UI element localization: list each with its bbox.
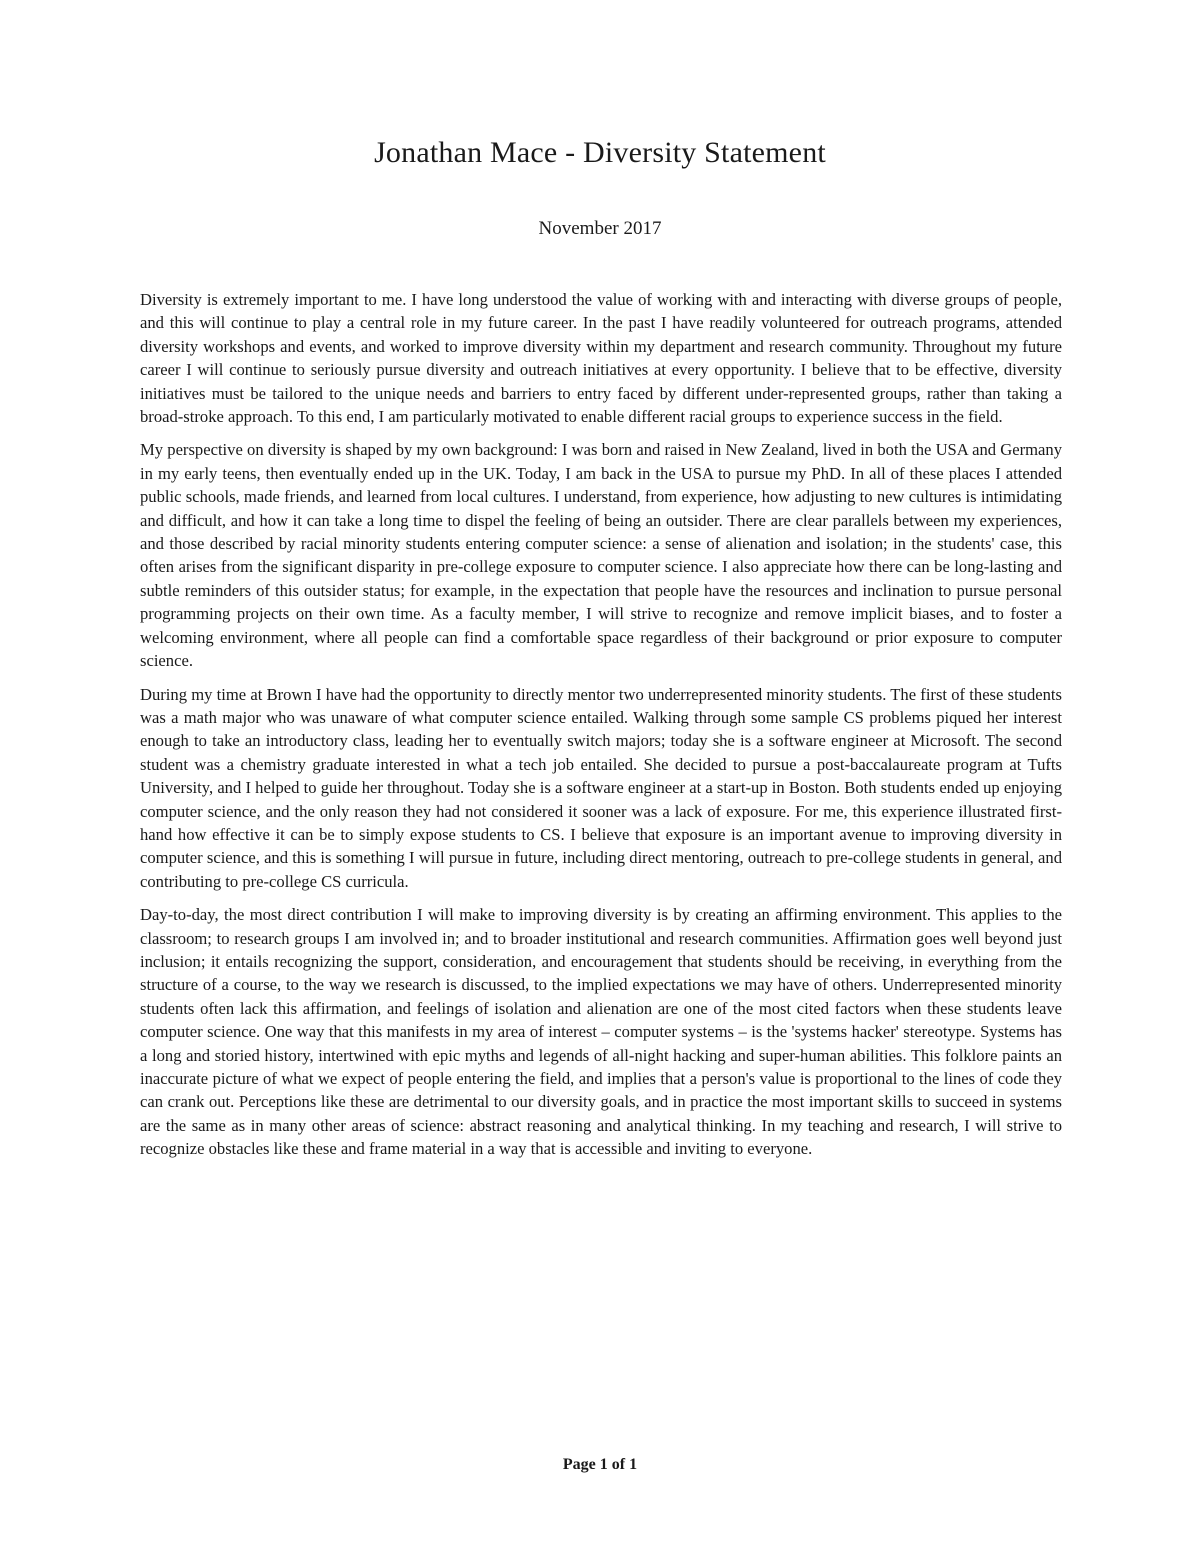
document-date: November 2017 [538, 218, 662, 239]
page-number: Page 1 of 1 [562, 1456, 638, 1473]
document-body [140, 288, 1062, 1171]
document-title: Jonathan Mace - Diversity Statement [374, 136, 826, 169]
body-paragraph: During my time at Brown I have had the opportunity to directly mentor two underrepresented minority students. The first of these students was a math major who was unaware of what computer science entailed. Walking through some sample CS problems piqued her interest enough to take an introductory class, leading her to eventually switch majors; today she is a software engineer at Microsoft. The second student was a chemistry graduate interested in what a tech job entailed. She decided to pursue a post-baccalaureate program at Tufts University, and I helped to guide her throughout. Today she is a software engineer at a start-up in Boston. Both students ended up enjoying computer science, and the only reason they had not considered it sooner was a lack of exposure. For me, this experience illustrated first-hand how effective it can be to simply expose students to CS. I believe that exposure is an important avenue to improving diversity in computer science, and this is something I will pursue in future, including direct mentoring, outreach to pre-college students in general, and contributing to pre-college CS curricula. [140, 684, 1062, 891]
body-paragraph: Diversity is extremely important to me. I have long understood the value of working with and interacting with diverse groups of people, and this will continue to play a central role in my future career. In the past I have readily volunteered for outreach programs, attended diversity workshops and events, and worked to improve diversity within my department and research community. Throughout my future career I will continue to seriously pursue diversity and outreach initiatives at every opportunity. I believe that to be effective, diversity initiatives must be tailored to the unique needs and barriers to entry faced by different under-represented groups, rather than taking a broad-stroke approach. To this end, I am particularly motivated to enable different racial groups to experience success in the field. [140, 290, 1062, 427]
body-paragraph: Day-to-day, the most direct contribution I will make to improving diversity is by creating an affirming environment. This applies to the classroom; to research groups I am involved in; and to broader institutional and research communities. Affirmation goes well beyond just inclusion; it entails recognizing the support, consideration, and encouragement that students should be receiving, in everything from the structure of a course, to the way we research is discussed, to the implied expectations we may have of others. Underrepresented minority students often lack this affirmation, and feelings of isolation and alienation are one of the most cited factors when these students leave computer science. One way that this manifests in my area of interest – computer systems – is the 'systems hacker' stereotype. Systems has a long and storied history, intertwined with epic myths and legends of all-night hacking and super-human abilities. This folklore paints an inaccurate picture of what we expect of people entering the field, and implies that a person's value is proportional to the lines of code they can crank out. Perceptions like these are detrimental to our diversity goals, and in practice the most important skills to succeed in systems are the same as in many other areas of science: abstract reasoning and analytical thinking. In my teaching and research, I will strive to recognize obstacles like these and frame material in a way that is accessible and inviting to everyone. [140, 905, 1062, 1159]
body-paragraph: My perspective on diversity is shaped by my own background: I was born and raised in New Zealand, lived in both the USA and Germany in my early teens, then eventually ended up in the UK. Today, I am back in the USA to pursue my PhD. In all of these places I attended public schools, made friends, and learned from local cultures. I understand, from experience, how adjusting to new cultures is intimidating and difficult, and how it can take a long time to dispel the feeling of being an outsider. There are clear parallels between my experiences, and those described by racial minority students entering computer science: a sense of alienation and isolation; in the students' case, this often arises from the significant disparity in pre-college exposure to computer science. I also appreciate how there can be long-lasting and subtle reminders of this outsider status; for example, in the expectation that people have the resources and inclination to pursue personal programming projects on their own time. As a faculty member, I will strive to recognize and remove implicit biases, and to foster a welcoming environment, where all people can find a comfortable space regardless of their background or prior exposure to computer science. [140, 440, 1062, 671]
